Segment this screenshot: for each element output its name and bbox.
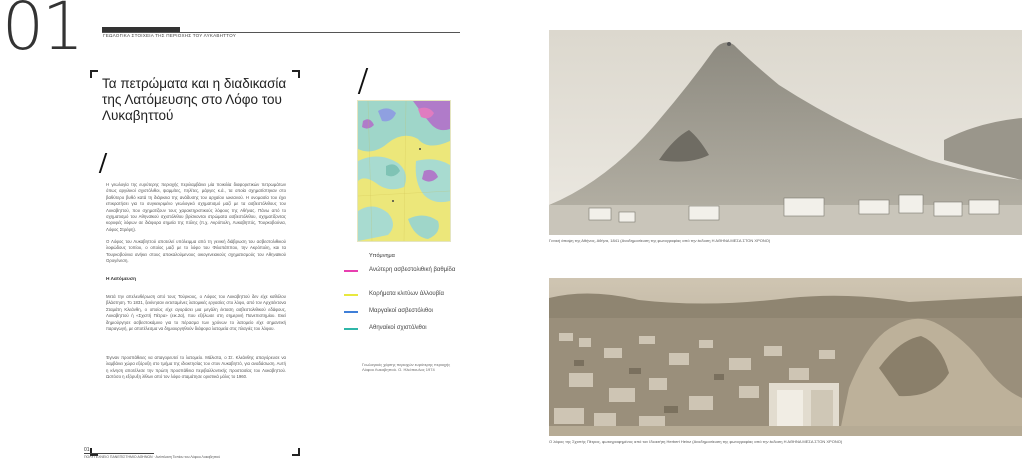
legend-title: Υπόμνημα bbox=[369, 253, 395, 259]
footer-page-number: 01 bbox=[84, 447, 90, 453]
geological-map bbox=[357, 100, 451, 242]
athens-panorama-photo bbox=[549, 278, 1022, 436]
page-title: Τα πετρώματα και η διαδικασία της Λατόμευσης στο Λόφο του Λυκαβηττού bbox=[102, 76, 287, 123]
geological-map-image bbox=[358, 101, 450, 241]
body-paragraph-2: Ο Λόφος του Λυκαβηττού αποτελεί υπόλειμμα από τη γενική διάβρωση του ασβεστολιθικού λοφώδους τοπίου, ο οποίος μαζί με το λόφο του Φιλοπάππου, την Ακρόπολη, και τα Τουρκοβούνια ανήκει στους αποκαλούμενους οικογενειακούς σχηματισμούς του Αθηναϊκού Ορογένεση. bbox=[106, 239, 286, 264]
historical-engraving-lycabettus bbox=[549, 30, 1022, 235]
legend-swatch-1 bbox=[344, 270, 358, 272]
section-heading: Η Λατόμευση bbox=[106, 277, 137, 282]
page-number: 01 bbox=[2, 0, 82, 65]
legend-swatch-3 bbox=[344, 311, 358, 313]
map-caption: Γεωλογικός χάρτης περιοχών ευρύτερης περιοχής Λόφου Λυκαβηττού. Ο. Ηλιόπουλος 1974 bbox=[362, 362, 451, 373]
legend-label-2: Κορήματα κλιτύων άλλουβία bbox=[369, 291, 444, 297]
legend-swatch-2 bbox=[344, 294, 358, 296]
top-photo-caption: Γενική άποψη της Αθήνας, Αθήνα, 1841 (Αναδημοσίευση της φωτογραφίας από την έκδοση Η ΑΘΗΝΑ ΜΕΣΑ ΣΤΟΝ ΧΡΟΝΟ) bbox=[549, 238, 771, 243]
frame-corner-top-left bbox=[90, 70, 98, 78]
legend-label-4: Αθηναϊκοί σχιστόλιθοι bbox=[369, 325, 427, 331]
body-paragraph-1: Η γεωλογία της ευρύτερης περιοχής περιλαμβάνει μία ποικιλία διαφορετικών πετρωμάτων όπως αργιλικοί σχιστόλιθοι, ψαμμίτες, πηλίτες, μάργες κ.ά., τα οποία σχηματίστηκαν στο βαθύτερο βυθό κατά τη διάρκεια της ανάδυσης του αρχαίου ωκεανού. Η ονομασία του έχει επικρατήσει για το συγκεκριμένο γεωλογικό σχηματισμό μαζί με τα ασβεστόλιθους του Λυκαβηττού, που σχηματίζουν τους χαρακτηριστικούς λόφους της Αθήνας. Πάνω από το σχηματισμό του Αθηναϊκού σχιστόλιθου βρίσκονται στρώματα ασβεστόλιθου, σχηματίζοντας κορυφές λόφων σε διάφορα σημεία της πόλης (π.χ. Ακρόπολη, Λυκαβηττός, Τουρκοβούνια, Λόφος Στρέφη). bbox=[106, 182, 286, 232]
body-paragraph-3: Μετά την απελευθέρωση από τους Τούρκους, ο Λόφος του Λυκαβηττού δεν είχε καθόλου βλάστηση. Το 1831, ξεκίνησαν εκτεταμένες λατομικές εργασίες στο λόφο, από τον Αρχιτέκτονα Σταμάτη Κλεάνθη, ο οποίος είχε αγοράσει μια μεγάλη έκταση ασβεστολιθικού εδάφους, Λυκαβηττού ή «Σχιστή Πέτρα» (εικ.2α), που εξήλωσε στη σημερινή Πανεπιστημίου. Εκεί δημιούργησε ασβεστοκάμινο για το πέρασμα των χρόνων το λατομείο είχε σημαντική παραγωγή, με αποτέλεσμα να δημιουργηθούν διάφορα λατομεία στις πλαγιές του λόφου. bbox=[106, 294, 286, 332]
legend-swatch-4 bbox=[344, 328, 358, 330]
decorative-slash-map bbox=[358, 68, 368, 94]
header-label: ΓΕΩΛΟΓΙΚΑ ΣΤΟΙΧΕΙΑ ΤΗΣ ΠΕΡΙΟΧΗΣ ΤΟΥ ΛΥΚΑΒΗΤΤΟΥ bbox=[103, 33, 236, 38]
frame-corner-bottom-right bbox=[292, 448, 300, 456]
decorative-slash bbox=[99, 153, 107, 173]
legend-label-1: Ανώτερη ασβεστολιθική βαθμίδα bbox=[369, 267, 456, 273]
legend-label-3: Μαργαϊκοί ασβεστόλιθοι bbox=[369, 308, 433, 314]
footer-rule bbox=[84, 453, 154, 454]
footer-text: ΠΟΛΥΤΕΧΝΕΙΟ ΠΑΝΕΠΙΣΤΗΜΙΟ ΑΘΗΝΩΝ · Ανάπλαση Τοπίου του Λόφου Λυκαβηττού bbox=[84, 455, 221, 459]
body-paragraph-4: Έγιναν προσπάθειες να απαγορευτεί το λατομείο. Μάλιστα, ο Στ. Κλεάνθης απαγόρευσε να λαμβάνει χώρα εξόρυξη στο τμήμα της ιδιοκτησίας του στον Λυκαβηττό, για αναδάσωση. Αυτή η κίνηση αποτέλεσε την πρώτη προσπάθεια περιβαλλοντικής προστασίας του Λυκαβηττού. Ωστόσο η εξόρυξη λίθων από τον λόφο σταμάτησε οριστικά μόλις το 1960. bbox=[106, 355, 286, 380]
bottom-photo-caption: Ο λόφος της Σχιστής Πέτρας, φωτογραφημένος από τον Ιδιοκτήτη Herbert Heinz (Αναδημοσίευση της φωτογραφίας από την έκδοση Η ΑΘΗΝΑ ΜΕΣΑ ΣΤΟΝ ΧΡΟΝΟ) bbox=[549, 439, 843, 444]
